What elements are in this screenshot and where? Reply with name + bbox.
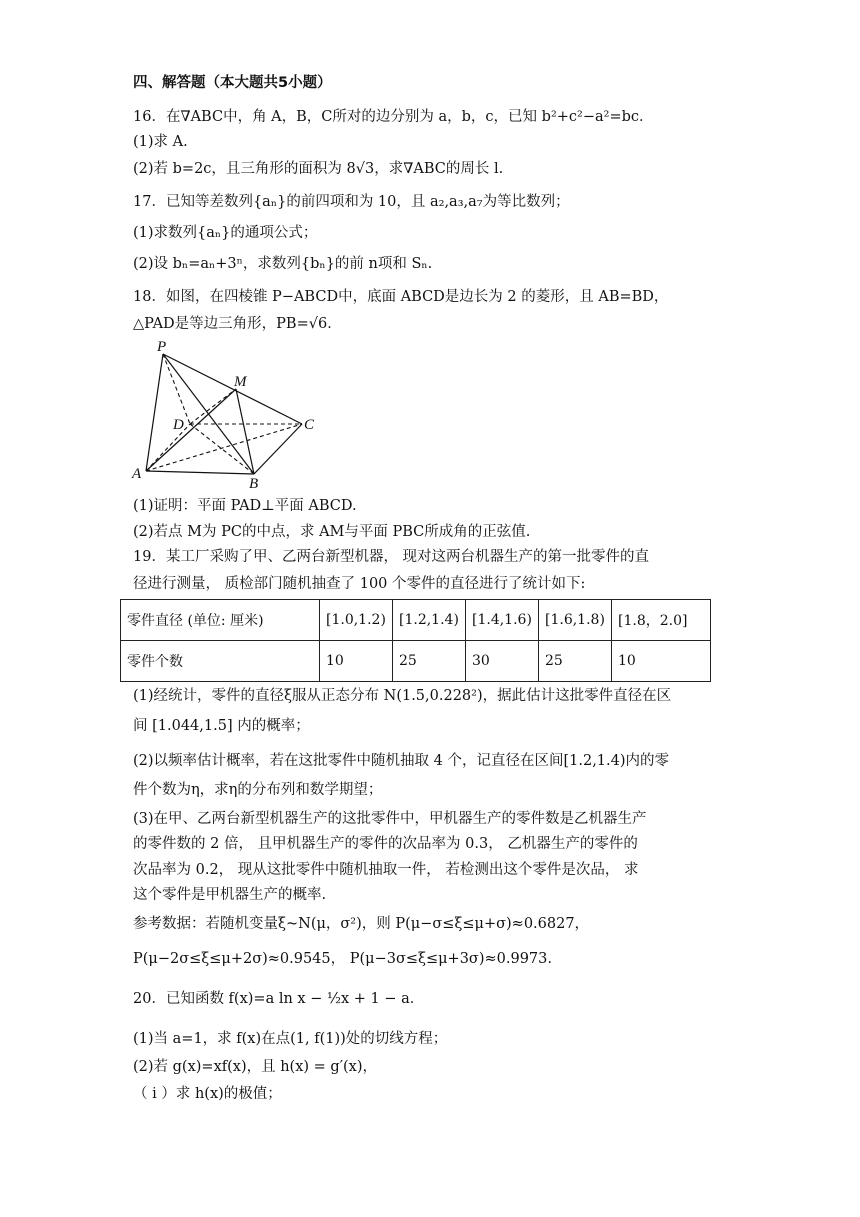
problem-16-part-2: (2)若 b=2c，且三角形的面积为 8√3，求∇ABC的周长 l.: [133, 161, 504, 177]
section-heading: 四、解答题（本大题共5小题）: [133, 75, 332, 91]
problem-19-stem-1: 19．某工厂采购了甲、乙两台新型机器， 现对这两台机器生产的第一批零件的直: [133, 549, 650, 565]
problem-19-part-3-line-4: 这个零件是甲机器生产的概率.: [133, 887, 327, 903]
problem-18-part-2: (2)若点 M为 PC的中点，求 AM与平面 PBC所成角的正弦值.: [133, 524, 531, 540]
problem-19-part-1-line-1: (1)经统计，零件的直径ξ服从正态分布 N(1.5,0.228²)，据此估计这批零件直径在区: [133, 688, 672, 704]
edge-bc: [254, 424, 302, 474]
table-row: [121, 600, 711, 641]
table-cell-interval: [1.2,1.4): [393, 600, 466, 641]
pyramid-figure: [130, 338, 320, 488]
problem-18-stem-1: 18．如图，在四棱锥 P−ABCD中，底面 ABCD是边长为 2 的菱形，且 AB=BD，: [133, 289, 669, 305]
problem-19-part-3-line-2: 的零件数的 2 倍， 且甲机器生产的零件的次品率为 0.3， 乙机器生产的零件的: [133, 836, 638, 852]
table-header-diameter: 零件直径 (单位: 厘米): [121, 600, 320, 641]
problem-19-stem-2: 径进行测量， 质检部门随机抽查了 100 个零件的直径进行了统计如下:: [133, 576, 586, 592]
table-row: [121, 641, 711, 682]
edge-pc: [163, 354, 302, 424]
table-cell-interval: [1.0,1.2): [320, 600, 393, 641]
edge-ab: [146, 471, 254, 474]
problem-19-part-3-line-1: (3)在甲、乙两台新型机器生产的这批零件中，甲机器生产的零件数是乙机器生产: [133, 811, 647, 827]
edge-pd: [163, 354, 190, 424]
table-cell-count: 30: [466, 641, 539, 682]
reference-data-line-2: P(μ−2σ≤ξ≤μ+2σ)≈0.9545， P(μ−3σ≤ξ≤μ+3σ)≈0.9973.: [133, 951, 552, 967]
label-d: D: [173, 417, 184, 433]
diameter-table: [120, 599, 711, 682]
label-a: A: [132, 466, 142, 482]
problem-17-part-2: (2)设 bₙ=aₙ+3ⁿ，求数列{bₙ}的前 n项和 Sₙ.: [133, 256, 433, 272]
problem-20-part-1: (1)当 a=1，求 f(x)在点(1, f(1))处的切线方程；: [133, 1031, 448, 1047]
problem-19-part-3-line-3: 次品率为 0.2， 现从这批零件中随机抽取一件， 若检测出这个零件是次品， 求: [133, 862, 639, 878]
table-cell-interval: [1.8，2.0]: [612, 600, 711, 641]
segment-am: [146, 389, 236, 471]
table-cell-count: 25: [539, 641, 612, 682]
label-c: C: [304, 417, 315, 433]
problem-18-stem-2: △PAD是等边三角形，PB=√6．: [133, 316, 342, 332]
table-header-count: 零件个数: [121, 641, 320, 682]
problem-20-part-2: (2)若 g(x)=xf(x)，且 h(x) = g′(x)，: [133, 1059, 377, 1075]
table-cell-count: 10: [612, 641, 711, 682]
reference-data-line-1: 参考数据：若随机变量ξ~N(μ，σ²)，则 P(μ−σ≤ξ≤μ+σ)≈0.6827，: [133, 916, 590, 932]
problem-20-stem: 20．已知函数 f(x)=a ln x − ½x + 1 − a．: [133, 991, 425, 1007]
label-p: P: [157, 339, 167, 355]
problem-20-part-2-i: （ i ）求 h(x)的极值；: [133, 1086, 282, 1102]
problem-16-part-1: (1)求 A.: [133, 134, 188, 150]
edge-pa: [146, 354, 163, 471]
label-b: B: [249, 476, 259, 488]
problem-16-stem: 16．在∇ABC中，角 A，B，C所对的边分别为 a，b，c，已知 b²+c²−a²=bc．: [133, 109, 654, 125]
problem-17-part-1: (1)求数列{aₙ}的通项公式；: [133, 225, 318, 241]
problem-19-part-2-line-2: 件个数为η，求η的分布列和数学期望；: [133, 782, 383, 798]
table-cell-count: 25: [393, 641, 466, 682]
table-cell-interval: [1.4,1.6): [466, 600, 539, 641]
table-cell-interval: [1.6,1.8): [539, 600, 612, 641]
problem-19-part-2-line-1: (2)以频率估计概率，若在这批零件中随机抽取 4 个，记直径在区间[1.2,1.4)内的零: [133, 753, 670, 769]
segment-dm: [190, 389, 236, 424]
problem-19-part-1-line-2: 间 [1.044,1.5] 内的概率；: [133, 718, 310, 734]
problem-18-part-1: (1)证明：平面 PAD⊥平面 ABCD.: [133, 498, 357, 514]
diagonal-ac: [146, 424, 302, 471]
problem-17-stem: 17．已知等差数列{aₙ}的前四项和为 10，且 a₂,a₃,a₇为等比数列；: [133, 194, 570, 210]
table-cell-count: 10: [320, 641, 393, 682]
label-m: M: [234, 374, 247, 390]
